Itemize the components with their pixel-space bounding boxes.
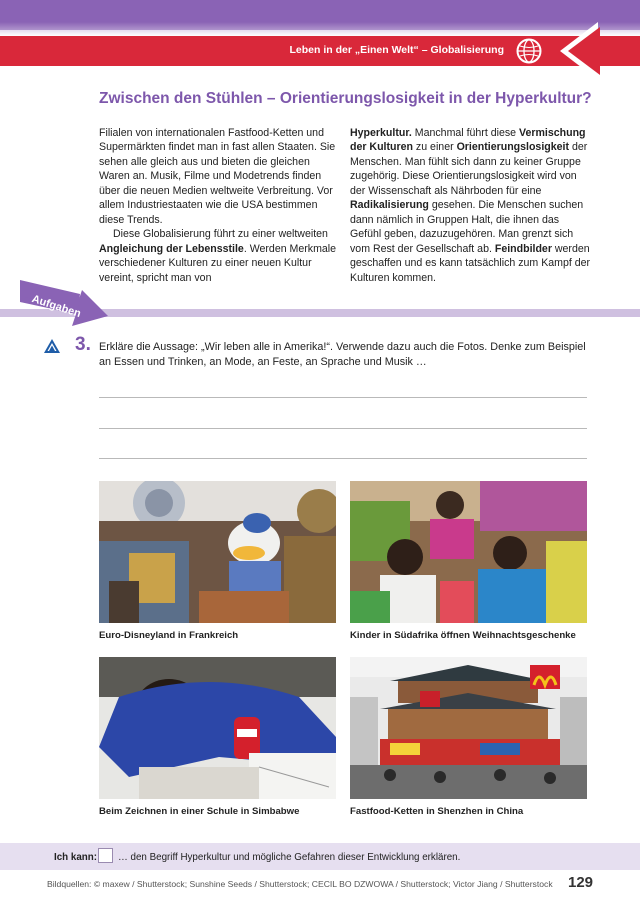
ich-kann-label: Ich kann: [54, 852, 98, 863]
ich-kann-checkbox[interactable] [98, 848, 113, 863]
section-title: Leben in der „Einen Welt“ – Globalisierung [289, 44, 504, 56]
term-vermischung: Vermischung der Kulturen [350, 127, 586, 154]
body-text-right [350, 126, 592, 285]
term-radikalisierung: Radikalisierung [350, 199, 429, 212]
header-arrow-icon [560, 22, 640, 80]
term-angleichung: Angleichung der Lebensstile [99, 242, 244, 255]
photo-caption: Fastfood-Ketten in Shenzhen in China [350, 806, 524, 817]
photo-shenzhen-fastfood [350, 657, 587, 799]
image-sources: Bildquellen: © maxew / Shutterstock; Sunshine Seeds / Shutterstock; CECIL BO DZWOWA / Shutterstock; Victor Jiang / Shutterstock [47, 879, 553, 889]
photo-disneyland [99, 481, 336, 623]
aufgaben-label: Aufgaben [30, 293, 83, 321]
paragraph-2-start: Diese Globalisierung führt zu einer weltweiten [113, 228, 328, 241]
answer-line[interactable] [99, 458, 587, 459]
photo-caption: Euro-Disneyland in Frankreich [99, 630, 239, 641]
text-span: Manchmal führt diese [411, 127, 519, 139]
header-fade [0, 22, 640, 36]
task-number: 3. [75, 334, 91, 355]
page-heading: Zwischen den Stühlen – Orientierungslosigkeit in der Hyperkultur? [99, 90, 592, 107]
answer-line[interactable] [99, 397, 587, 398]
text-span: zu einer [412, 141, 457, 154]
term-hyperkultur: Hyperkultur. [350, 127, 412, 139]
photo-zimbabwe-school [99, 657, 336, 799]
text-span: werden geschaffen und es kann tatsächlich zum Kampf der Kulturen kommen. [350, 242, 591, 284]
answer-line[interactable] [99, 428, 587, 429]
triangle-level-icon [44, 339, 60, 353]
paragraph-2-end: . Werden Merkmale verschiedener Kulturen zu einer neuen Kultur vereint, spricht man von [99, 242, 337, 284]
ich-kann-text: … den Begriff Hyperkultur und mögliche Gefahren dieser Entwicklung erklären. [118, 852, 461, 863]
photo-caption: Kinder in Südafrika öffnen Weihnachtsgeschenke [350, 630, 576, 641]
photo-south-africa-children [350, 481, 587, 623]
text-span: gesehen. Die Menschen suchen dann nämlich in Gruppen Halt, die ihnen das Gefühl geben, dazuzugehören. Man grenzt sich vom Rest der Gesellschaft ab. [350, 199, 584, 255]
photo-caption: Beim Zeichnen in einer Schule in Simbabwe [99, 806, 300, 817]
text-span: der Menschen. Man fühlt sich dann zu keiner Gruppe zugehörig. Diese Orientierungslosigkeit wird von der Wissenschaft als Nährboden für eine [350, 141, 588, 197]
globe-icon [516, 38, 542, 64]
paragraph-1: Filialen von internationalen Fastfood-Ketten und Supermärkten findet man in fast allen Staaten. Sie sehen alle gleich aus und bieten die gleichen Waren an. Musik, Filme und Modetrends finden über die neuen Medien weltweite Verbreitung. Vor allem Industriestaaten wie die USA bestimmen diese Trends. [99, 127, 336, 226]
term-feindbilder: Feindbilder [494, 242, 552, 255]
term-orientierungslosigkeit: Orientierungslosigkeit [456, 141, 569, 154]
body-text-left [99, 126, 337, 285]
task-text: Erkläre die Aussage: „Wir leben alle in Amerika!“. Verwende dazu auch die Fotos. Denke zum Beispiel an Essen und Trinken, an Mode, an Feste, an Sprache und Musik … [99, 341, 586, 368]
page-number: 129 [568, 874, 594, 891]
